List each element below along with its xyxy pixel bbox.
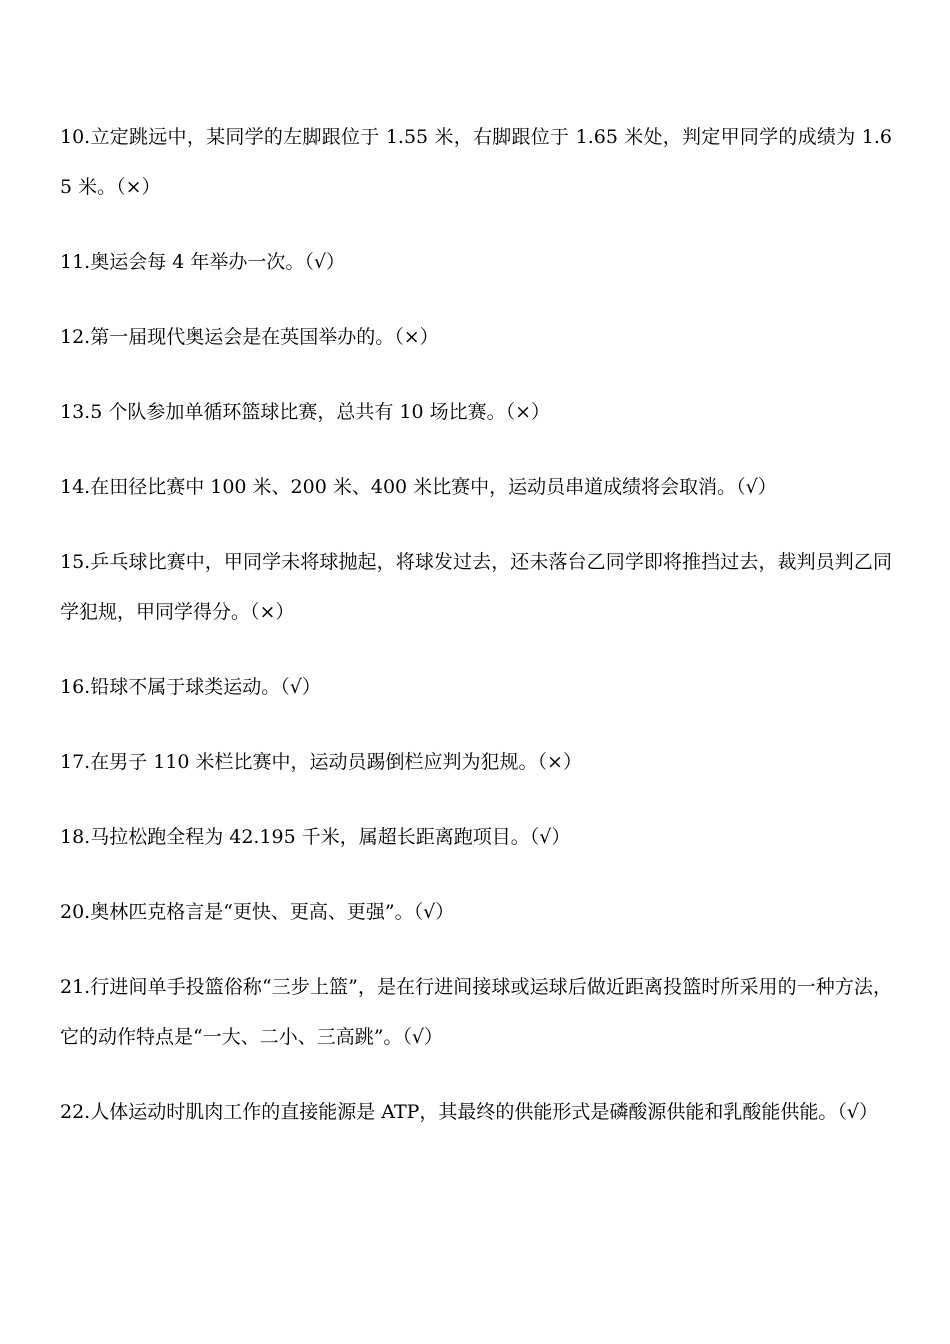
question-item-17: 17.在男子 110 米栏比赛中，运动员踢倒栏应判为犯规。（×） [60, 751, 582, 773]
question-item-10: 10.立定跳远中，某同学的左脚跟位于 1.55 米，右脚跟位于 1.65 米处，判定甲同学的成绩为 1.65 米。（×） [60, 126, 892, 198]
question-item-21: 21.行进间单手投篮俗称“三步上篮”，是在行进间接球或运球后做近距离投篮时所采用的一种方法，它的动作特点是“一大、二小、三高跳”。（√） [60, 976, 892, 1048]
question-item-11: 11.奥运会每 4 年举办一次。（√） [60, 251, 345, 273]
question-item-12: 12.第一届现代奥运会是在英国举办的。（×） [60, 326, 439, 348]
question-item-15: 15.乒乓球比赛中，甲同学未将球抛起，将球发过去，还未落台乙同学即将推挡过去，裁判员判乙同学犯规，甲同学得分。（×） [60, 551, 892, 623]
question-item-14: 14.在田径比赛中 100 米、200 米、400 米比赛中，运动员串道成绩将会取消。（√） [60, 476, 777, 498]
question-item-13: 13.5 个队参加单循环篮球比赛，总共有 10 场比赛。（×） [60, 401, 551, 423]
question-item-20: 20.奥林匹克格言是“更快、更高、更强”。（√） [60, 901, 455, 923]
question-item-22: 22.人体运动时肌肉工作的直接能源是 ATP，其最终的供能形式是磷酸源供能和乳酸能供能。（√） [60, 1101, 879, 1123]
question-list [60, 112, 892, 1162]
question-item-16: 16.铅球不属于球类运动。（√） [60, 676, 321, 698]
question-item-18: 18.马拉松跑全程为 42.195 千米，属超长距离跑项目。（√） [60, 826, 571, 848]
